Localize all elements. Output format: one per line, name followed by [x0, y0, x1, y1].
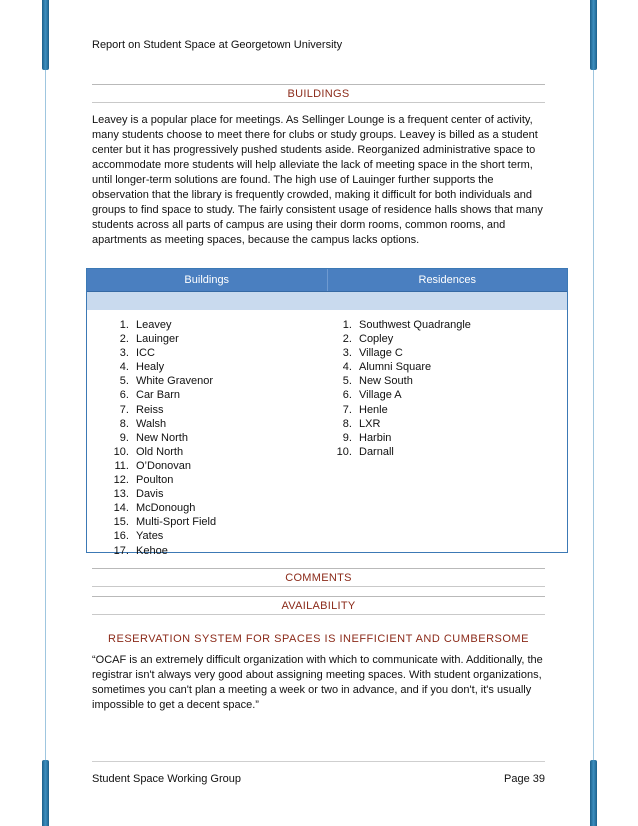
list-item: 12. Poulton — [132, 473, 327, 487]
list-item: 2. Copley — [355, 332, 567, 346]
buildings-list — [87, 318, 327, 558]
locations-table — [86, 268, 568, 557]
quote-paragraph: “OCAF is an extremely difficult organization with which to communicate with. Additionally, the registrar isn't always very good about assigning meeting spaces. With student organizations, sometimes you can't plan a meeting a week or two in advance, and if you don't, it's usually impossible to get a decent space.” — [92, 654, 543, 711]
buildings-column-header: Buildings — [87, 269, 328, 291]
list-item: 4. Alumni Square — [355, 360, 567, 374]
list-item: 5. White Gravenor — [132, 374, 327, 388]
residences-column-header: Residences — [418, 274, 476, 286]
list-item: 8. LXR — [355, 417, 567, 431]
table-header — [87, 269, 567, 292]
list-item: 9. New North — [132, 431, 327, 445]
list-item: 15. Multi-Sport Field — [132, 515, 327, 529]
left-bottom-bar — [42, 760, 49, 826]
list-item: 11. O’Donovan — [132, 459, 327, 473]
residences-list — [327, 318, 567, 558]
list-item: 5. New South — [355, 374, 567, 388]
list-item: 10. Darnall — [355, 445, 567, 459]
list-item: 13. Davis — [132, 487, 327, 501]
list-item: 9. Harbin — [355, 431, 567, 445]
comments-heading: COMMENTS — [92, 568, 545, 587]
buildings-heading: BUILDINGS — [92, 84, 545, 103]
availability-heading: AVAILABILITY — [92, 596, 545, 615]
right-edge-line — [593, 0, 594, 826]
list-item: 6. Car Barn — [132, 388, 327, 402]
list-item: 1. Leavey — [132, 318, 327, 332]
table-band — [87, 292, 567, 310]
list-item: 16. Yates — [132, 529, 327, 543]
list-item: 3. Village C — [355, 346, 567, 360]
list-item: 17. Kehoe — [132, 544, 327, 558]
list-item: 4. Healy — [132, 360, 327, 374]
right-top-bar — [590, 0, 597, 70]
reservation-heading: RESERVATION SYSTEM FOR SPACES IS INEFFICIENT AND CUMBERSOME — [108, 633, 529, 645]
footer-rule — [92, 761, 545, 762]
list-item: 7. Henle — [355, 403, 567, 417]
left-top-bar — [42, 0, 49, 70]
footer-group-name: Student Space Working Group — [92, 773, 241, 785]
list-item: 3. ICC — [132, 346, 327, 360]
list-item: 10. Old North — [132, 445, 327, 459]
left-edge-line — [45, 0, 46, 826]
page-header: Report on Student Space at Georgetown University — [92, 39, 343, 51]
list-item: 7. Reiss — [132, 403, 327, 417]
buildings-paragraph: Leavey is a popular place for meetings. As Sellinger Lounge is a frequent center of activity, many students choose to meet there for clubs or study groups. Leavey is billed as a student center but it has progressively pushed students aside. Reorganized administrative space to accommodate more students will help alleviate the lack of meeting space in the short term, until longer-term solutions are found. The high use of Lauinger further supports the observation that the library is frequently crowded, making it difficult for both individuals and groups to find space to study. The fairly consistent usage of residence halls shows that many students across all parts of campus are using their dorm rooms, common rooms, and apartments as meeting spaces, because the campus lacks options. — [92, 114, 543, 246]
list-item: 8. Walsh — [132, 417, 327, 431]
page-number: Page 39 — [504, 773, 545, 785]
list-item: 14. McDonough — [132, 501, 327, 515]
list-item: 1. Southwest Quadrangle — [355, 318, 567, 332]
list-item: 2. Lauinger — [132, 332, 327, 346]
list-item: 6. Village A — [355, 388, 567, 402]
right-bottom-bar — [590, 760, 597, 826]
